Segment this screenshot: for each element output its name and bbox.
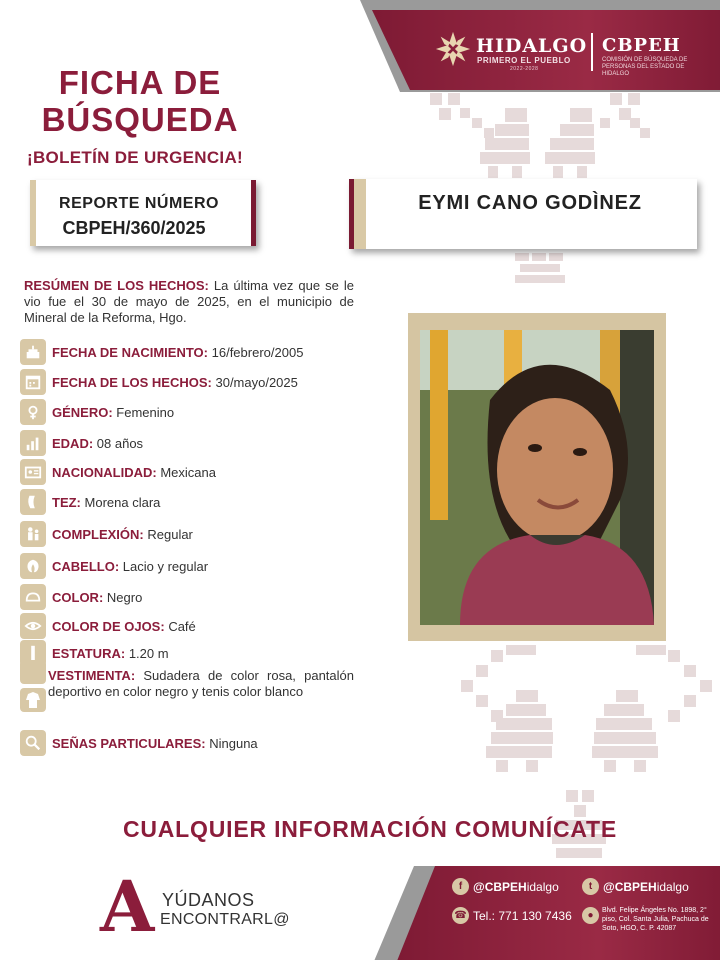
field-label: ESTATURA: bbox=[52, 645, 126, 661]
report-label: REPORTE NÚMERO bbox=[59, 195, 219, 212]
field-label: GÉNERO: bbox=[52, 404, 113, 420]
twitter-link[interactable] bbox=[582, 878, 689, 895]
photo-frame bbox=[408, 313, 666, 641]
field-label: NACIONALIDAD: bbox=[52, 464, 157, 480]
field-value: Café bbox=[168, 618, 196, 634]
field-value: Morena clara bbox=[84, 494, 161, 510]
field-label: COLOR DE OJOS: bbox=[52, 618, 165, 634]
person-name: EYMI CANO GODÌNEZ bbox=[418, 192, 642, 214]
header-comision: COMISIÓN DE BÚSQUEDA DE PERSONAS DEL ESTADO DE HIDALGO bbox=[602, 57, 688, 77]
summary-text: La última vez que se le vio fue el 30 de mayo de 2025, en el municipio de Mineral de la Reforma, Hgo. bbox=[24, 278, 354, 325]
header-cbpeh: CBPEH bbox=[602, 35, 681, 56]
field-event-date bbox=[20, 369, 365, 395]
phone-icon: ☎ bbox=[452, 907, 469, 924]
eye-icon bbox=[20, 613, 46, 639]
id-card-icon bbox=[20, 459, 46, 485]
facebook-link[interactable] bbox=[452, 878, 559, 895]
field-value: Negro bbox=[106, 589, 143, 605]
field-nationality bbox=[20, 459, 365, 485]
field-label: EDAD: bbox=[52, 435, 94, 451]
magnifier-icon bbox=[20, 730, 46, 756]
field-build bbox=[20, 521, 365, 547]
field-value: Ninguna bbox=[209, 735, 258, 751]
clothing-value: Sudadera de color rosa, pantalón deportivo en color negro y tenis color blanco bbox=[48, 668, 354, 699]
facebook-handle-rest: idalgo bbox=[526, 879, 559, 894]
field-birthdate bbox=[20, 339, 365, 365]
field-height bbox=[20, 640, 365, 666]
twitter-handle-bold: @CBPEH bbox=[603, 879, 657, 894]
header-years: 2022-2028 bbox=[510, 66, 539, 72]
report-box bbox=[30, 180, 256, 246]
missing-person-photo bbox=[420, 330, 654, 625]
field-label: FECHA DE NACIMIENTO: bbox=[52, 344, 208, 360]
ayudanos-line-1: YÚDANOS bbox=[162, 890, 255, 910]
field-marks bbox=[20, 730, 365, 756]
footer-address: Blvd. Felipe Ángeles No. 1898, 2° piso, Col. Santa Julia, Pachuca de Soto, HGO, C. P. 42087 bbox=[602, 907, 709, 932]
field-hair-color bbox=[20, 584, 365, 610]
location-pin-icon: ● bbox=[582, 907, 599, 924]
clothing-icon bbox=[20, 658, 46, 712]
page-title bbox=[20, 64, 260, 138]
color-icon bbox=[20, 584, 46, 610]
clothing-label: VESTIMENTA: bbox=[48, 668, 136, 683]
summary-label: RESÚMEN DE LOS HECHOS: bbox=[24, 278, 209, 293]
facebook-handle bbox=[473, 880, 559, 894]
cake-icon bbox=[20, 339, 46, 365]
hair-icon bbox=[20, 553, 46, 579]
field-gender bbox=[20, 399, 365, 425]
header-primero: PRIMERO EL PUEBLO bbox=[477, 56, 571, 65]
age-icon bbox=[20, 430, 46, 456]
facebook-handle-bold: @CBPEH bbox=[473, 879, 527, 894]
summary bbox=[24, 278, 354, 326]
field-skin bbox=[20, 489, 365, 515]
title-line-2: BÚSQUEDA bbox=[41, 101, 239, 138]
hidalgo-logo-icon bbox=[434, 30, 472, 68]
gender-icon bbox=[20, 399, 46, 425]
facebook-icon: f bbox=[452, 878, 469, 895]
field-value: Lacio y regular bbox=[122, 558, 209, 574]
name-box bbox=[349, 179, 697, 249]
call-to-action: CUALQUIER INFORMACIÓN COMUNÍCATE bbox=[122, 816, 618, 842]
field-label: FECHA DE LOS HECHOS: bbox=[52, 374, 212, 390]
header-hidalgo: HIDALGO bbox=[476, 35, 588, 57]
field-label: COMPLEXIÓN: bbox=[52, 526, 144, 542]
field-hair bbox=[20, 553, 365, 579]
field-label: TEZ: bbox=[52, 494, 81, 510]
report-number: CBPEH/360/2025 bbox=[62, 218, 206, 238]
field-label: COLOR: bbox=[52, 589, 104, 605]
field-value: Regular bbox=[147, 526, 193, 542]
twitter-handle-rest: idalgo bbox=[656, 879, 689, 894]
field-value: Mexicana bbox=[160, 464, 216, 480]
page-subtitle: ¡BOLETÍN DE URGENCIA! bbox=[27, 148, 243, 167]
field-value: Femenino bbox=[116, 404, 175, 420]
phone-number: Tel.: 771 130 7436 bbox=[473, 908, 572, 923]
field-value: 30/mayo/2025 bbox=[215, 374, 298, 390]
field-eye-color bbox=[20, 613, 365, 639]
title-line-1: FICHA DE bbox=[58, 64, 222, 101]
body-icon bbox=[20, 521, 46, 547]
clothing-text bbox=[48, 668, 354, 700]
field-age bbox=[20, 430, 365, 456]
face-icon bbox=[20, 489, 46, 515]
header-separator bbox=[591, 33, 593, 71]
ayudanos-letter: A bbox=[100, 865, 155, 948]
phone-link[interactable] bbox=[452, 907, 572, 924]
twitter-handle bbox=[603, 880, 689, 894]
calendar-icon bbox=[20, 369, 46, 395]
ayudanos-line-2: ENCONTRARL@ bbox=[160, 911, 290, 928]
field-label: SEÑAS PARTICULARES: bbox=[52, 735, 206, 751]
twitter-icon: t bbox=[582, 878, 599, 895]
field-value: 08 años bbox=[96, 435, 144, 451]
field-value: 1.20 m bbox=[128, 645, 169, 661]
field-label: CABELLO: bbox=[52, 558, 120, 574]
field-value: 16/febrero/2005 bbox=[211, 344, 304, 360]
